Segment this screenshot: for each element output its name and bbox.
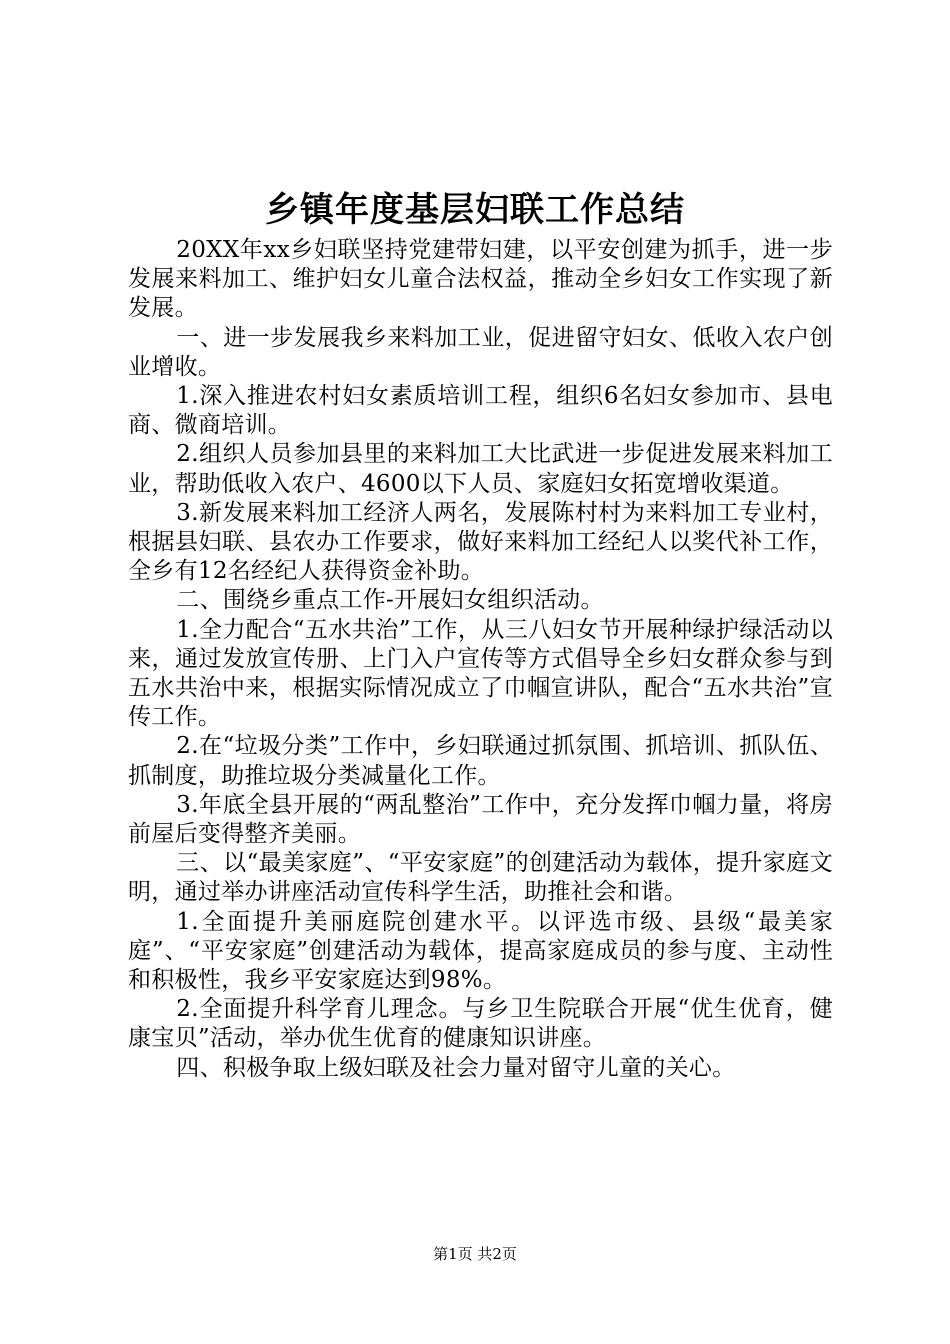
- paragraph-1-2: 2.组织人员参加县里的来料加工大比武进一步促进发展来料加工业，帮助低收入农户、4600以下人员、家庭妇女拓宽增收渠道。: [128, 441, 833, 497]
- paragraph-3-1: 1.全面提升美丽庭院创建水平。以评选市级、县级“最美家庭”、“平安家庭”创建活动为载体，提高家庭成员的参与度、主动性和积极性，我乡平安家庭达到98%。: [128, 908, 833, 994]
- paragraph-intro: 20XX年xx乡妇联坚持党建带妇建，以平安创建为抓手，进一步发展来料加工、维护妇女儿童合法权益，推动全乡妇女工作实现了新发展。: [128, 237, 833, 322]
- paragraph-1-3: 3.新发展来料加工经济人两名，发展陈村村为来料加工专业村，根据县妇联、县农办工作要求，做好来料加工经纪人以奖代补工作，全乡有12名经纪人获得资金补助。: [128, 499, 833, 585]
- paragraph-2-1: 1.全力配合“五水共治”工作，从三八妇女节开展种绿护绿活动以来，通过发放宣传册、上门入户宣传等方式倡导全乡妇女群众参与到五水共治中来，根据实际情况成立了巾帼宣讲队，配合“五水共治”宣传工作。: [128, 616, 833, 731]
- paragraph-2-3: 3.年底全县开展的“两乱整治”工作中，充分发挥巾帼力量，将房前屋后变得整齐美丽。: [128, 791, 833, 848]
- page-number: 第1页 共2页: [433, 1245, 517, 1263]
- paragraph-1-1: 1.深入推进农村妇女素质培训工程，组织6名妇女参加市、县电商、微商培训。: [128, 383, 833, 439]
- document-body: [128, 236, 833, 1083]
- section-heading-3: 三、以“最美家庭”、“平安家庭”的创建活动为载体，提升家庭文明，通过举办讲座活动宣传科学生活，助推社会和谐。: [128, 850, 833, 906]
- paragraph-3-2: 2.全面提升科学育儿理念。与乡卫生院联合开展“优生优育，健康宝贝”活动，举办优生优育的健康知识讲座。: [128, 996, 833, 1052]
- section-heading-1: 一、进一步发展我乡来料加工业，促进留守妇女、低收入农户创业增收。: [128, 324, 833, 380]
- section-heading-2: 二、围绕乡重点工作-开展妇女组织活动。: [176, 587, 604, 614]
- section-heading-4: 四、积极争取上级妇联及社会力量对留守儿童的关心。: [176, 1054, 736, 1081]
- document-title: 乡镇年度基层妇联工作总结: [265, 190, 685, 230]
- paragraph-2-2: 2.在“垃圾分类”工作中，乡妇联通过抓氛围、抓培训、抓队伍、抓制度，助推垃圾分类减量化工作。: [128, 733, 833, 789]
